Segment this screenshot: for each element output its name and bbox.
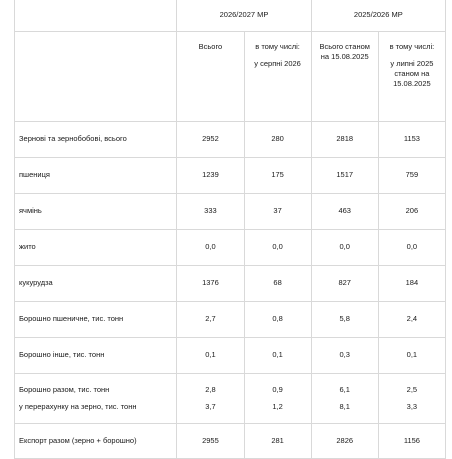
header-label-cell — [15, 32, 177, 122]
export-total-label: Експорт разом (зерно + борошно) — [15, 424, 177, 459]
header-previous-total — [311, 32, 378, 122]
table-row-flour-total — [15, 374, 446, 424]
row-value-previous-month: 759 — [378, 158, 445, 194]
row-value-previous-total: 463 — [311, 194, 378, 230]
row-value-previous-month: 2,4 — [378, 302, 445, 338]
row-value-previous-month: 1153 — [378, 122, 445, 158]
flour-values-current-total — [177, 374, 244, 424]
row-value-current-total: 2,7 — [177, 302, 244, 338]
header-current-total — [177, 32, 244, 122]
flour-values-previous-total — [311, 374, 378, 424]
export-total-current-total: 2955 — [177, 424, 244, 459]
flour-values-current-month — [244, 374, 311, 424]
table-row — [15, 122, 446, 158]
flour-total-value: 2,8 — [205, 384, 216, 394]
row-value-current-month: 37 — [244, 194, 311, 230]
row-value-current-month: 0,1 — [244, 338, 311, 374]
row-label: Борошно інше, тис. тонн — [15, 338, 177, 374]
header-previous-included-line3: станом на — [394, 69, 430, 79]
flour-values-previous-month — [378, 374, 445, 424]
table-row — [15, 338, 446, 374]
row-value-previous-month: 0,0 — [378, 230, 445, 266]
row-label: Зернові та зернобобові, всього — [15, 122, 177, 158]
header-previous-included-line4: 15.08.2025 — [393, 79, 431, 89]
table-row — [15, 266, 446, 302]
table-row — [15, 302, 446, 338]
header-previous-included — [378, 32, 445, 122]
row-label: жито — [15, 230, 177, 266]
grain-export-table — [14, 0, 446, 459]
table-row — [15, 230, 446, 266]
table-row — [15, 158, 446, 194]
row-value-previous-total: 2818 — [311, 122, 378, 158]
flour-grain-equivalent-value: 3,7 — [205, 402, 216, 411]
row-value-previous-total: 0,3 — [311, 338, 378, 374]
row-label: пшениця — [15, 158, 177, 194]
row-label: Борошно пшеничне, тис. тонн — [15, 302, 177, 338]
header-previous-included-line2: у липні 2025 — [390, 59, 434, 69]
header-current-included — [244, 32, 311, 122]
flour-total-value: 6,1 — [339, 384, 350, 394]
export-total-previous-month: 1156 — [378, 424, 445, 459]
row-value-current-month: 280 — [244, 122, 311, 158]
row-value-current-month: 175 — [244, 158, 311, 194]
row-value-current-total: 0,1 — [177, 338, 244, 374]
row-label: кукурудза — [15, 266, 177, 302]
row-value-current-total: 333 — [177, 194, 244, 230]
row-value-current-month: 0,0 — [244, 230, 311, 266]
flour-grain-equivalent-value: 8,1 — [339, 402, 350, 411]
row-value-previous-total: 0,0 — [311, 230, 378, 266]
row-value-previous-total: 827 — [311, 266, 378, 302]
export-total-previous-total: 2826 — [311, 424, 378, 459]
row-value-current-month: 68 — [244, 266, 311, 302]
row-label: ячмінь — [15, 194, 177, 230]
header-period-row — [15, 0, 446, 32]
flour-total-label: Борошно разом, тис. тонн — [19, 384, 110, 394]
header-current-included-line2: у серпні 2026 — [254, 59, 301, 69]
header-corner-cell — [15, 0, 177, 32]
header-period-current: 2026/2027 МР — [177, 0, 311, 32]
row-value-current-total: 1376 — [177, 266, 244, 302]
row-value-previous-month: 206 — [378, 194, 445, 230]
flour-total-value: 0,9 — [272, 384, 283, 394]
row-value-previous-total: 1517 — [311, 158, 378, 194]
flour-grain-equivalent-value: 3,3 — [406, 402, 418, 411]
flour-total-labels — [15, 374, 177, 424]
header-period-previous: 2025/2026 МР — [311, 0, 445, 32]
row-value-current-total: 1239 — [177, 158, 244, 194]
row-value-previous-month: 0,1 — [378, 338, 445, 374]
row-value-previous-total: 5,8 — [311, 302, 378, 338]
flour-total-value: 2,5 — [406, 384, 418, 394]
header-current-included-line1: в тому числі: — [255, 42, 300, 51]
header-current-total-text: Всього — [198, 42, 223, 51]
header-previous-total-line2: на 15.08.2025 — [320, 52, 369, 62]
export-total-current-month: 281 — [244, 424, 311, 459]
header-previous-included-line1: в тому числі: — [389, 42, 435, 51]
header-previous-total-line1: Всього станом — [319, 42, 370, 51]
row-value-current-total: 2952 — [177, 122, 244, 158]
flour-grain-equivalent-label: у перерахунку на зерно, тис. тонн — [19, 402, 137, 411]
row-value-current-total: 0,0 — [177, 230, 244, 266]
table-row — [15, 194, 446, 230]
flour-grain-equivalent-value: 1,2 — [272, 402, 283, 411]
table-row-export-total — [15, 424, 446, 459]
row-value-previous-month: 184 — [378, 266, 445, 302]
row-value-current-month: 0,8 — [244, 302, 311, 338]
header-subcolumn-row — [15, 32, 446, 122]
